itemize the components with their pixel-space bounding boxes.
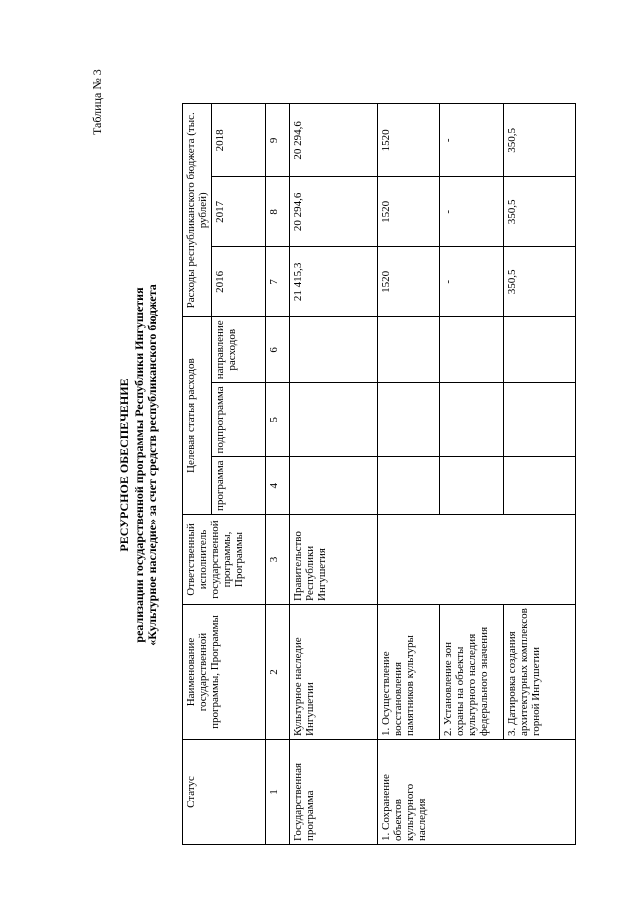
row3-2016: - (440, 247, 504, 317)
row3-2018: - (440, 104, 504, 177)
row3-subprogram (440, 383, 504, 457)
col-number: 8 (266, 177, 290, 247)
row4-2017: 350,5 (504, 177, 576, 247)
row1-2017: 20 294,6 (290, 177, 378, 247)
row3-program (440, 457, 504, 515)
header-direction: направление расходов (212, 317, 266, 383)
col-number: 5 (266, 383, 290, 457)
row1-name: Культурное наследие Ингушетии (290, 605, 378, 740)
title-line-3: «Культурное наследие» за счет средств республиканского бюджета (145, 284, 159, 646)
row4-program (504, 457, 576, 515)
col-number: 2 (266, 605, 290, 740)
header-responsible: Ответственный исполнитель государственной программы, Программы (183, 515, 266, 605)
row2-program (378, 457, 440, 515)
row4-subprogram (504, 383, 576, 457)
column-numbers-row (266, 104, 290, 845)
header-name: Наименование государственной программы, Программы (183, 605, 266, 740)
row2-2018: 1520 (378, 104, 440, 177)
row4-2018: 350,5 (504, 104, 576, 177)
header-subprogram: подпрограмма (212, 383, 266, 457)
row3-2017: - (440, 177, 504, 247)
resource-table (182, 103, 576, 845)
header-2018: 2018 (212, 104, 266, 177)
title-line-2: реализации государственной программы Республики Ингушетия (132, 287, 146, 643)
row3-name: 2. Установление зон охраны на объекты культурного наследия федерального значения (440, 605, 504, 740)
col-number: 4 (266, 457, 290, 515)
row1-subprogram (290, 383, 378, 457)
table-number: Таблица № 3 (90, 69, 104, 135)
row1-2018: 20 294,6 (290, 104, 378, 177)
header-expenses: Расходы республиканского бюджета (тыс. рублей) (183, 104, 212, 317)
row2-2017: 1520 (378, 177, 440, 247)
row4-2016: 350,5 (504, 247, 576, 317)
header-2017: 2017 (212, 177, 266, 247)
col-number: 3 (266, 515, 290, 605)
row2-name: 1. Осуществление восстановления памятников культуры (378, 605, 440, 740)
table-row (378, 104, 440, 845)
row1-direction (290, 317, 378, 383)
header-status: Статус (183, 740, 266, 845)
header-row-1 (183, 104, 212, 845)
table-row (440, 104, 504, 845)
row1-2016: 21 415,3 (290, 247, 378, 317)
table-row (290, 104, 378, 845)
table-row (504, 104, 576, 845)
col-number: 7 (266, 247, 290, 317)
row4-direction (504, 317, 576, 383)
row2-responsible (378, 515, 576, 605)
row1-responsible: Правительство Республики Ингушетия (290, 515, 378, 605)
row1-program (290, 457, 378, 515)
header-target-article: Целевая статья расходов (183, 317, 212, 515)
row2-direction (378, 317, 440, 383)
header-program: программа (212, 457, 266, 515)
col-number: 6 (266, 317, 290, 383)
row2-status: 1. Сохранение объектов культурного наследия (378, 740, 576, 845)
row2-subprogram (378, 383, 440, 457)
row3-direction (440, 317, 504, 383)
row4-name: 3. Датировка создания архитектурных комплексов горной Ингушетии (504, 605, 576, 740)
row1-status: Государственная программа (290, 740, 378, 845)
row2-2016: 1520 (378, 247, 440, 317)
col-number: 1 (266, 740, 290, 845)
col-number: 9 (266, 104, 290, 177)
title-line-1: РЕСУРСНОЕ ОБЕСПЕЧЕНИЕ (117, 378, 131, 552)
header-2016: 2016 (212, 247, 266, 317)
